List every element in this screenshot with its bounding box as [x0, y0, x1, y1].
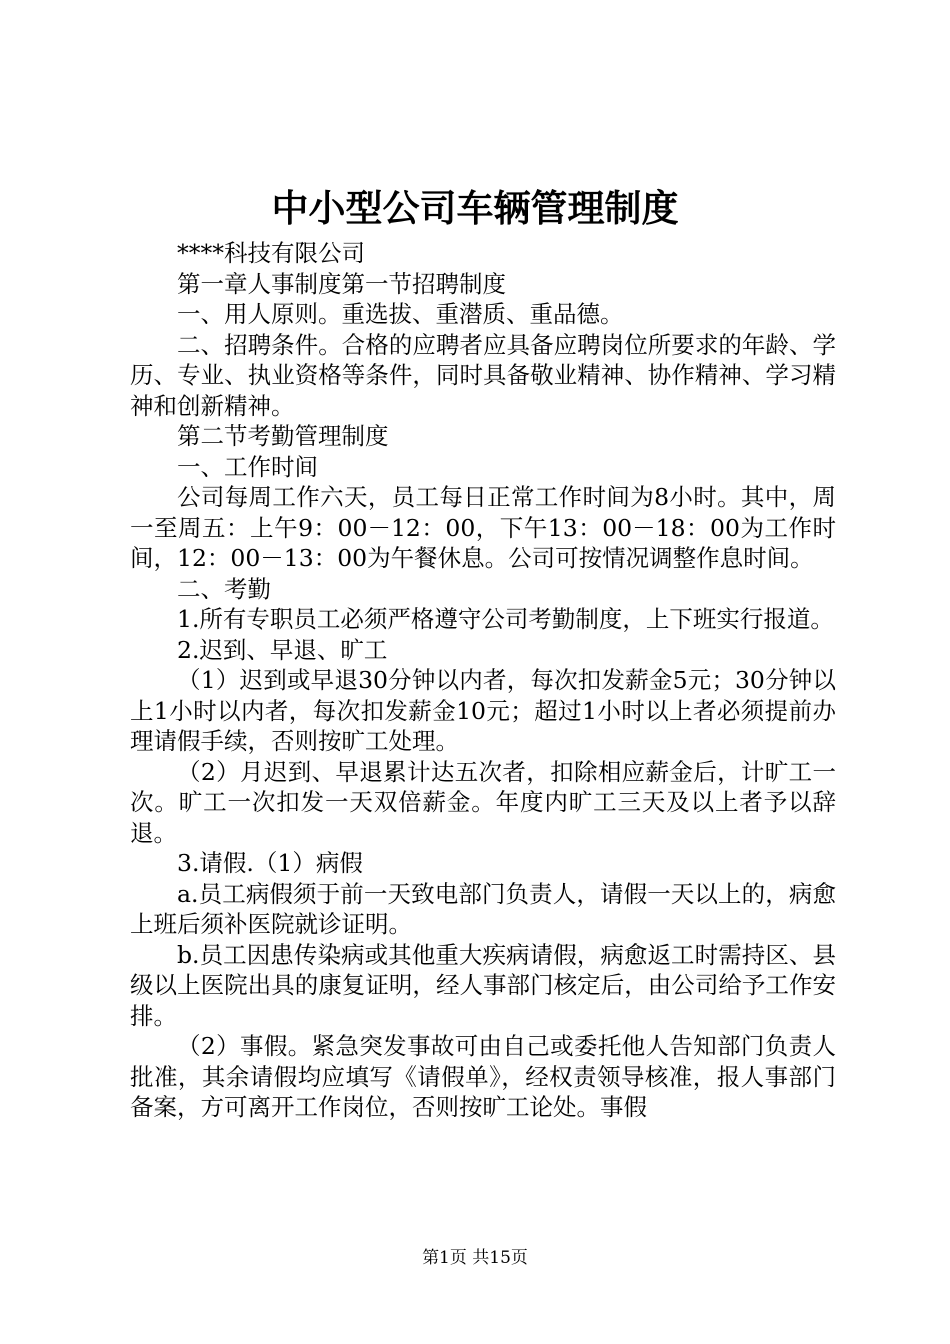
paragraph: 第二节考勤管理制度: [177, 422, 389, 450]
paragraph: 3.请假.（1）病假: [177, 849, 363, 877]
paragraph: 2.迟到、早退、旷工: [177, 635, 388, 664]
paragraph: （1）迟到或早退30分钟以内者，每次扣发薪金5元；30分钟以上1小时以内者，每次扣发薪金10元；超过1小时以上者必须提前办理请假手续，否则按旷工处理。: [130, 666, 836, 755]
paragraph: ****科技有限公司: [177, 239, 365, 267]
paragraph: （2）月迟到、早退累计达五次者，扣除相应薪金后，计旷工一次。旷工一次扣发一天双倍薪金。年度内旷工三天及以上者予以辞退。: [130, 757, 836, 847]
paragraph: 一、用人原则。重选拔、重潜质、重品德。: [177, 300, 624, 328]
paragraph: 二、考勤: [177, 574, 271, 603]
paragraph: 公司每周工作六天，员工每日正常工作时间为8小时。其中，周一至周五：上午9：00－12：00，下午13：00－18：00为工作时间，12：00－13：00为午餐休息。公司可按情况调整作息时间。: [130, 483, 836, 572]
document-title: 中小型公司车辆管理制度: [271, 186, 679, 230]
paragraph: a.员工病假须于前一天致电部门负责人，请假一天以上的，病愈上班后须补医院就诊证明。: [130, 879, 836, 938]
paragraph: 一、工作时间: [177, 452, 318, 481]
page-footer: 第1页 共15页: [422, 1248, 528, 1268]
paragraph: 二、招聘条件。合格的应聘者应具备应聘岗位所要求的年龄、学历、专业、执业资格等条件，同时具备敬业精神、协作精神、学习精神和创新精神。: [130, 330, 836, 420]
paragraph: （2）事假。紧急突发事故可由自己或委托他人告知部门负责人批准，其余请假均应填写《请假单》，经权责领导核准，报人事部门备案，方可离开工作岗位，否则按旷工论处。事假: [130, 1032, 836, 1121]
paragraph: 第一章人事制度第一节招聘制度: [177, 269, 506, 298]
document-body: [130, 238, 836, 1123]
paragraph: 1.所有专职员工必须严格遵守公司考勤制度，上下班实行报道。: [177, 605, 834, 633]
paragraph: b.员工因患传染病或其他重大疾病请假，病愈返工时需持区、县级以上医院出具的康复证明，经人事部门核定后，由公司给予工作安排。: [130, 940, 836, 1030]
